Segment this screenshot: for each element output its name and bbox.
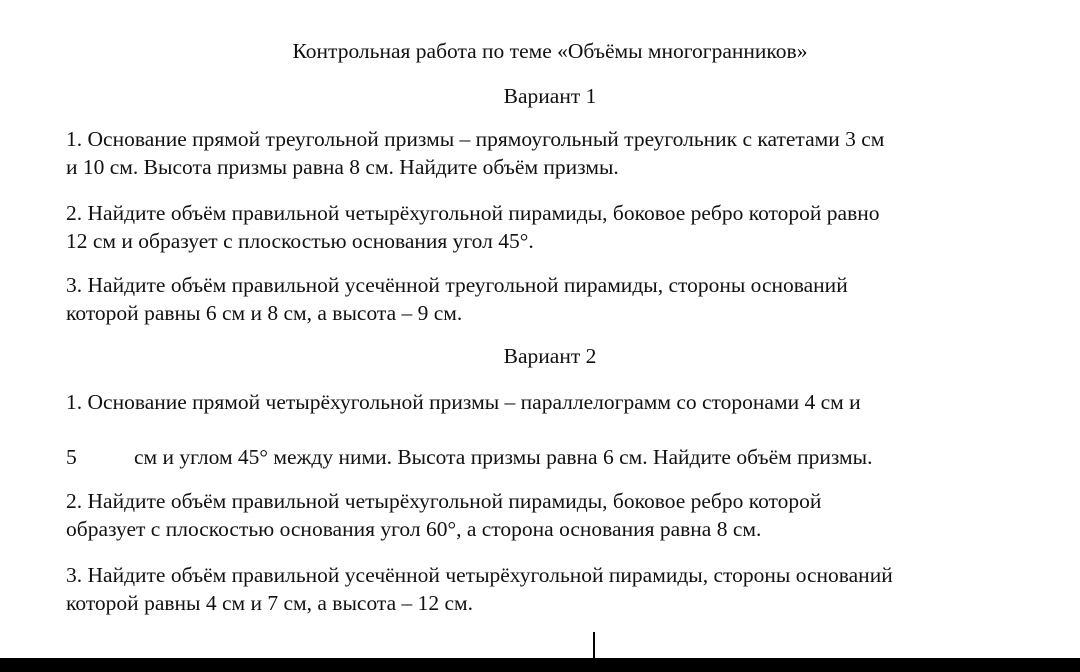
variant-2-heading: Вариант 2 [503,344,597,368]
variant-2-task-1-line-2: см и углом 45° между ними. Высота призмы равна 6 см. Найдите объём призмы. [134,445,873,469]
variant-1-heading: Вариант 1 [503,84,597,108]
variant-2-task-2-line-1: 2. Найдите объём правильной четырёхугольной пирамиды, боковое ребро которой [66,489,822,513]
variant-2-task-2-line-2: образует с плоскостью основания угол 60°, а сторона основания равна 8 см. [66,517,762,541]
variant-1-task-2-line-1: 2. Найдите объём правильной четырёхугольной пирамиды, боковое ребро которой равно [66,201,880,225]
variant-1-task-2-line-2: 12 см и образует с плоскостью основания угол 45°. [66,229,534,253]
variant-2-task-1-number: 5 [66,445,77,469]
text-cursor [593,632,595,660]
variant-1-task-1-line-2: и 10 см. Высота призмы равна 8 см. Найдите объём призмы. [66,155,619,179]
bottom-bar [0,658,1080,672]
variant-2-task-3-line-2: которой равны 4 см и 7 см, а высота – 12 см. [66,591,474,615]
variant-2-task-3-line-1: 3. Найдите объём правильной усечённой четырёхугольной пирамиды, стороны оснований [66,563,893,587]
variant-2-task-1-line-1: 1. Основание прямой четырёхугольной призмы – параллелограмм со сторонами 4 см и [66,390,861,414]
variant-1-task-3-line-1: 3. Найдите объём правильной усечённой треугольной пирамиды, стороны оснований [66,273,848,297]
variant-1-task-3-line-2: которой равны 6 см и 8 см, а высота – 9 см. [66,301,463,325]
document-title: Контрольная работа по теме «Объёмы многогранников» [292,39,808,63]
variant-1-task-1-line-1: 1. Основание прямой треугольной призмы – прямоугольный треугольник с катетами 3 см [66,127,885,151]
